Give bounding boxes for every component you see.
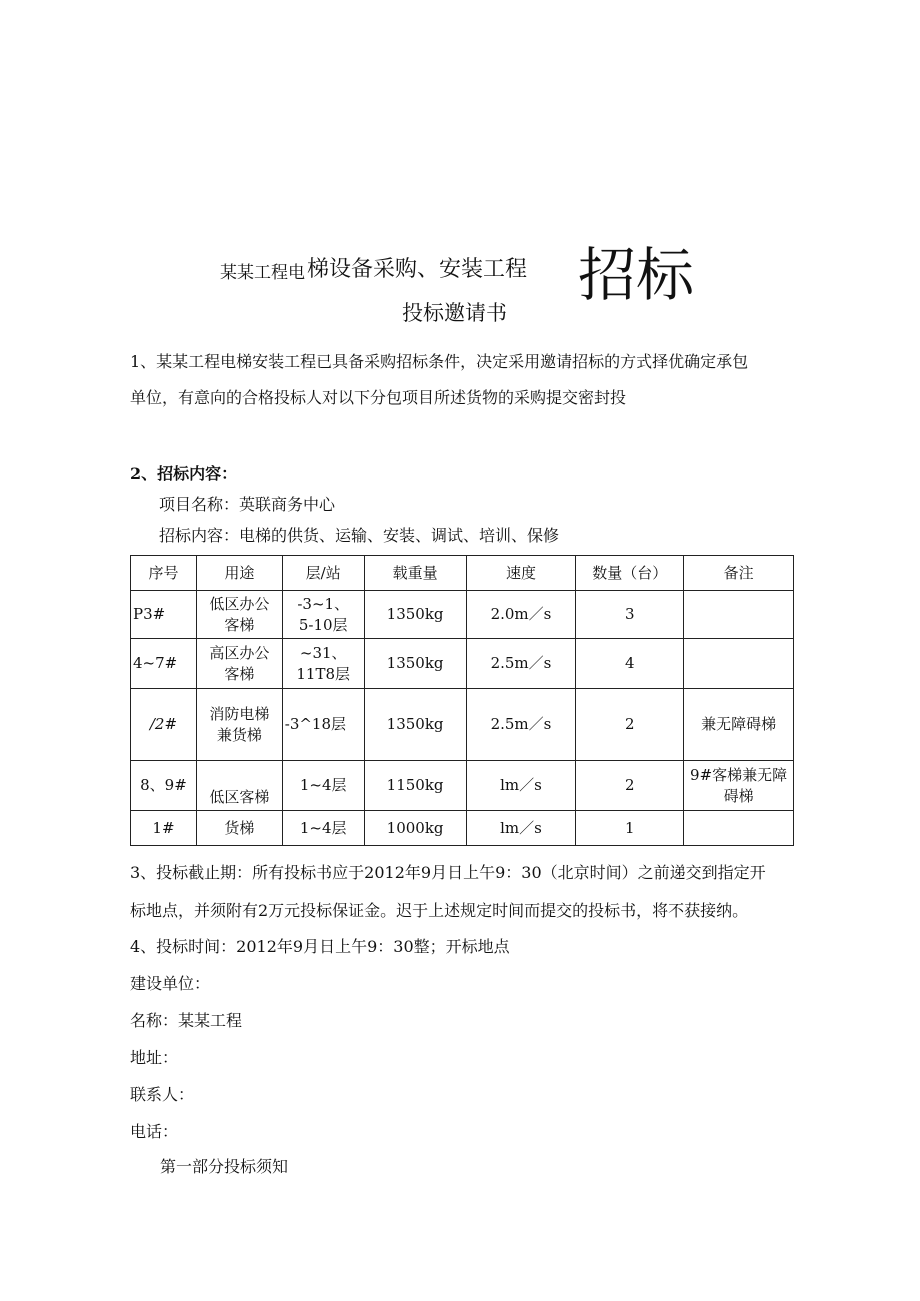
header-floor: 层/站: [282, 556, 364, 591]
cell-load: 1350kg: [364, 689, 466, 761]
section1-line1: 1、某某工程电梯安装工程已具备采购招标条件，决定采用邀请招标的方式择优确定承包: [130, 352, 749, 371]
table-row: [131, 761, 794, 811]
title-prefix: 某某工程电: [220, 263, 305, 283]
cell-no: P3#: [131, 591, 197, 639]
cell-no: /2#: [131, 689, 197, 761]
cell-use: 低区客梯: [196, 761, 282, 811]
cell-use: 消防电梯 兼货梯: [196, 689, 282, 761]
title-big: 招标: [578, 241, 695, 309]
table-row: [131, 811, 794, 846]
cell-qty: 3: [576, 591, 684, 639]
cell-floor: ~31、 11T8层: [282, 639, 364, 689]
part-one-heading: 第一部分投标须知: [160, 1157, 289, 1176]
section4-line1: 4、投标时间：2012年9月日上午9：30整；开标地点: [130, 937, 510, 956]
section2-heading: 2、招标内容：: [130, 464, 238, 483]
cell-use: 高区办公 客梯: [196, 639, 282, 689]
cell-load: 1150kg: [364, 761, 466, 811]
cell-speed: 2.5m／s: [466, 639, 576, 689]
cell-use: 低区办公 客梯: [196, 591, 282, 639]
contact-address: 地址：: [130, 1048, 179, 1067]
header-speed: 速度: [466, 556, 576, 591]
cell-note: 兼无障碍梯: [684, 689, 794, 761]
cell-speed: lm／s: [466, 811, 576, 846]
section3-line1: 3、投标截止期：所有投标书应于2012年9月日上午9：30（北京时间）之前递交到指定开: [130, 863, 766, 882]
cell-note: [684, 591, 794, 639]
tender-content: 招标内容：电梯的供货、运输、安装、调试、培训、保修: [159, 526, 560, 545]
cell-load: 1350kg: [364, 639, 466, 689]
cell-qty: 2: [576, 689, 684, 761]
cell-speed: lm／s: [466, 761, 576, 811]
cell-note: [684, 639, 794, 689]
cell-qty: 1: [576, 811, 684, 846]
cell-floor: 1~4层: [282, 761, 364, 811]
cell-floor: -3^18层: [282, 689, 364, 761]
cell-speed: 2.0m／s: [466, 591, 576, 639]
cell-floor: -3~1、 5-10层: [282, 591, 364, 639]
cell-speed: 2.5m／s: [466, 689, 576, 761]
header-load: 载重量: [364, 556, 466, 591]
cell-load: 1000kg: [364, 811, 466, 846]
cell-no: 4~7#: [131, 639, 197, 689]
header-use: 用途: [196, 556, 282, 591]
title-main: 梯设备采购、安装工程: [307, 257, 528, 282]
table-header-row: [131, 556, 794, 591]
cell-no: 8、9#: [131, 761, 197, 811]
table-row: [131, 689, 794, 761]
cell-load: 1350kg: [364, 591, 466, 639]
header-qty: 数量（台）: [576, 556, 684, 591]
contact-phone: 电话：: [130, 1122, 179, 1141]
cell-use: 货梯: [196, 811, 282, 846]
cell-note: [684, 811, 794, 846]
section3-line2: 标地点，并须附有2万元投标保证金。迟于上述规定时间而提交的投标书，将不获接纳。: [130, 901, 749, 920]
table-row: [131, 639, 794, 689]
cell-qty: 2: [576, 761, 684, 811]
cell-no: 1#: [131, 811, 197, 846]
cell-note: 9#客梯兼无障 碍梯: [684, 761, 794, 811]
contact-name: 名称：某某工程: [130, 1011, 243, 1030]
header-note: 备注: [684, 556, 794, 591]
header-no: 序号: [131, 556, 197, 591]
table-row: [131, 591, 794, 639]
section1-line2: 单位，有意向的合格投标人对以下分包项目所述货物的采购提交密封投: [130, 388, 627, 407]
elevator-table: [130, 555, 794, 846]
contact-person: 联系人：: [130, 1085, 195, 1104]
contact-unit: 建设单位：: [130, 974, 211, 993]
cell-qty: 4: [576, 639, 684, 689]
subtitle: 投标邀请书: [402, 301, 507, 325]
project-name: 项目名称：英联商务中心: [159, 495, 336, 514]
cell-floor: 1~4层: [282, 811, 364, 846]
